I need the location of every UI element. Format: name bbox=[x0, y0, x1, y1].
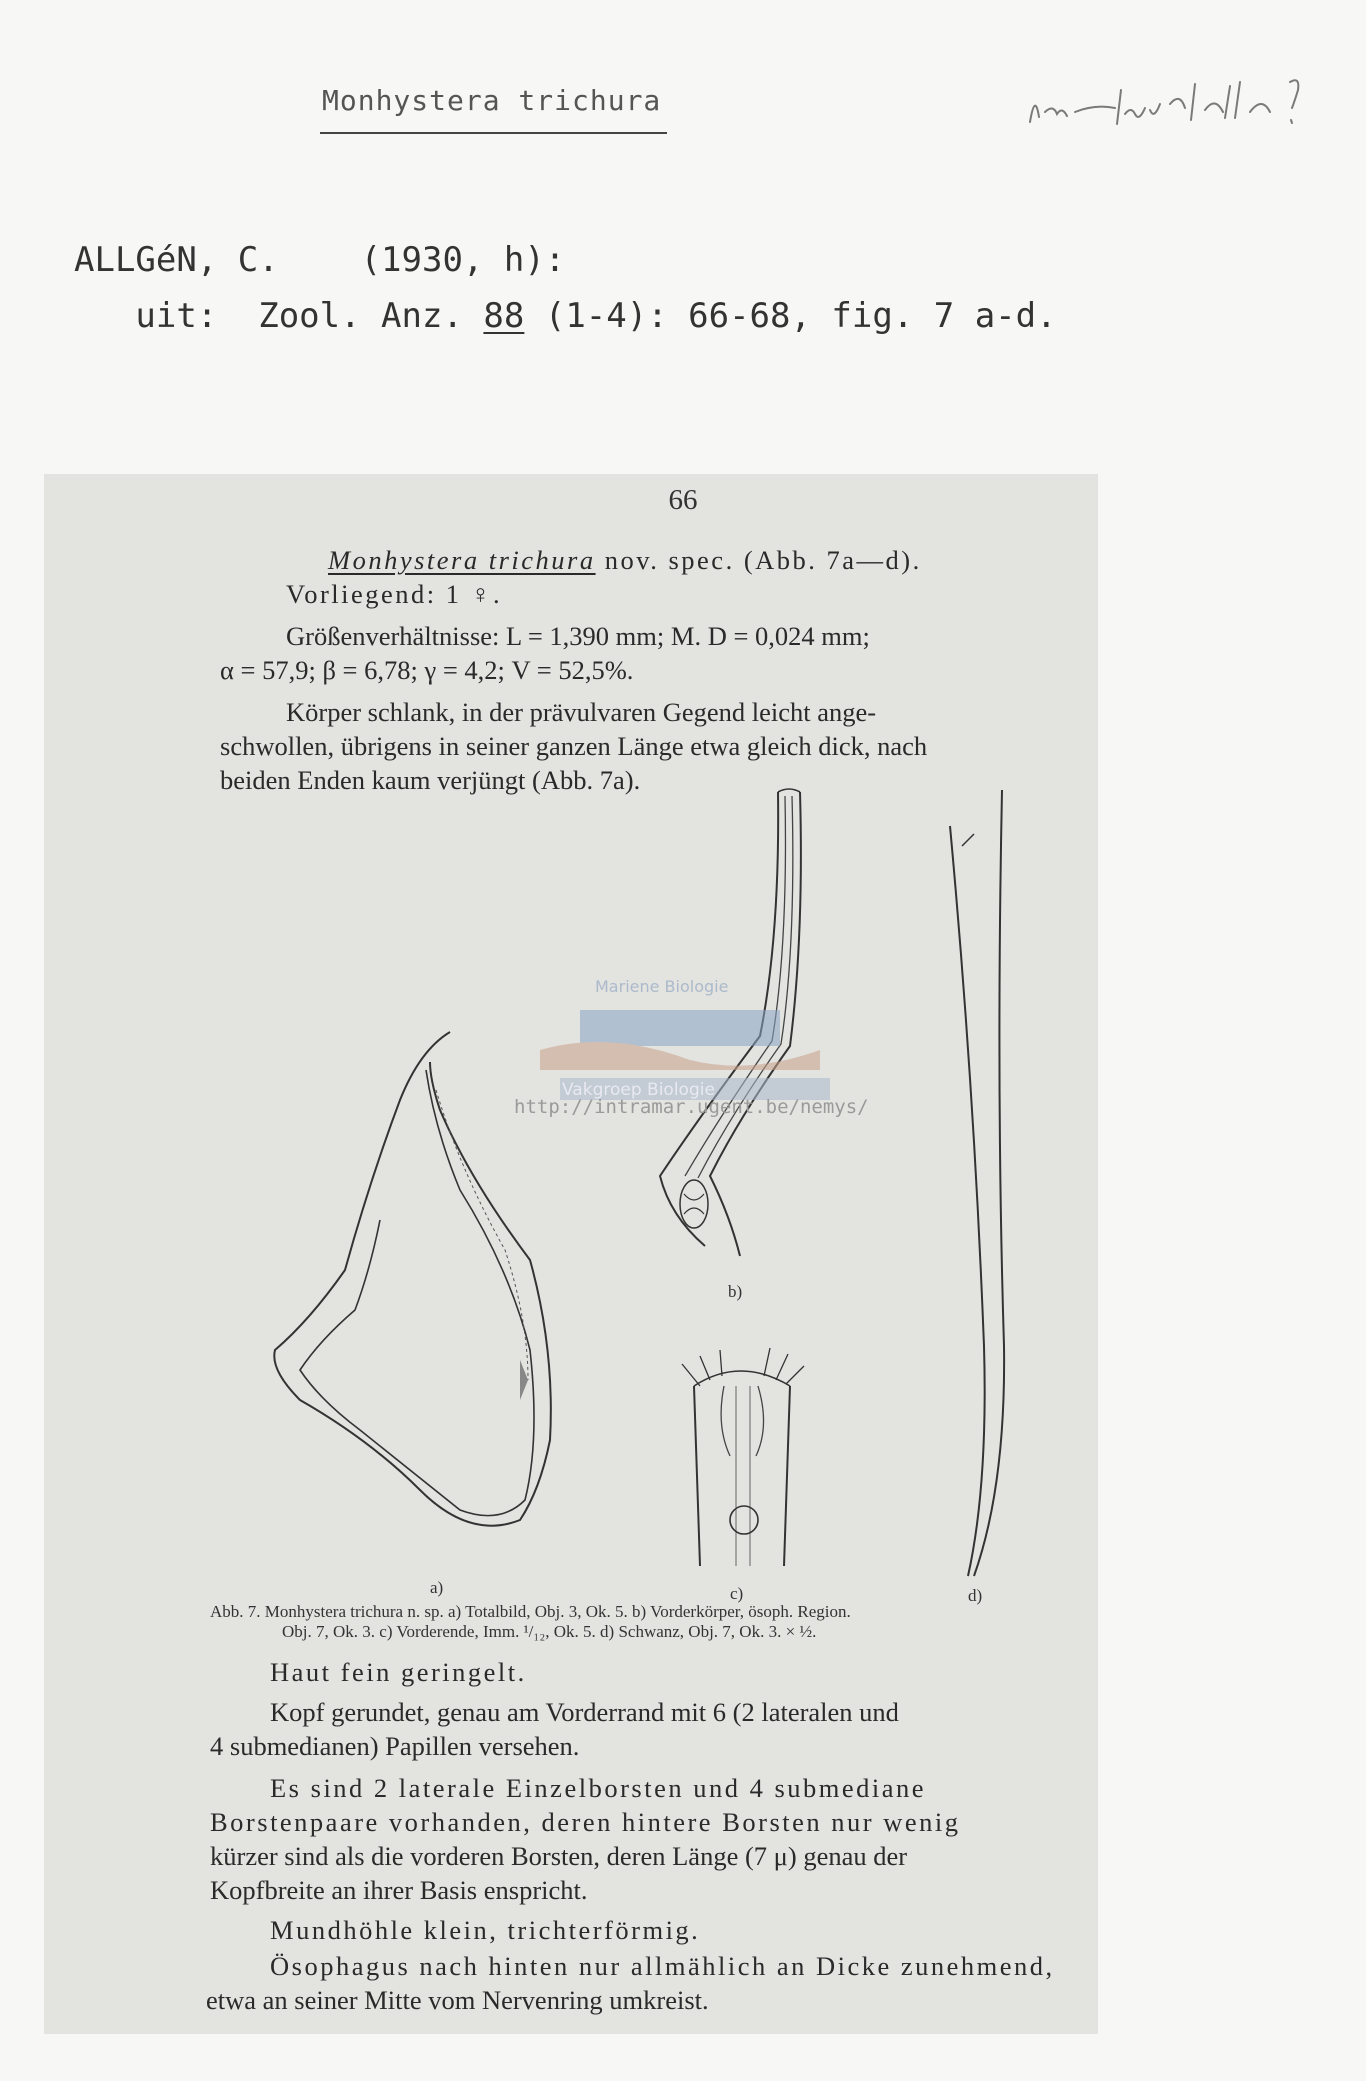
borsten-line-2: Borstenpaare vorhanden, deren hintere Borsten nur wenig bbox=[210, 1807, 961, 1837]
body-paragraph-line-1: Körper schlank, in der prävulvaren Gegend leicht ange- bbox=[286, 697, 877, 727]
figure-label-c: c) bbox=[730, 1584, 744, 1603]
source-suffix: (1-4): 66-68, fig. 7 a-d. bbox=[524, 296, 1057, 336]
watermark-url: http://intramar.ugent.be/nemys/ bbox=[514, 1096, 869, 1118]
figure-label-d: d) bbox=[968, 1586, 983, 1605]
handwritten-note-image bbox=[1025, 72, 1325, 142]
citation-block bbox=[74, 232, 1057, 344]
mundhoehle-line: Mundhöhle klein, trichterförmig. bbox=[270, 1915, 701, 1945]
figure-7d-tail bbox=[944, 786, 1024, 1586]
figure-label-b: b) bbox=[728, 1282, 743, 1301]
marine-biology-watermark-logo bbox=[490, 950, 880, 1120]
card-title: Monhystera trichura bbox=[322, 84, 662, 117]
author-line: ALLGéN, C. (1930, h): bbox=[74, 240, 566, 280]
kopf-line-2: 4 submedianen) Papillen versehen. bbox=[210, 1731, 580, 1761]
source-prefix: uit: Zool. Anz. bbox=[135, 296, 484, 336]
borsten-line-1: Es sind 2 laterale Einzelborsten und 4 submediane bbox=[270, 1773, 927, 1803]
vorliegend-line: Vorliegend: 1 ♀. bbox=[286, 579, 503, 609]
oesophagus-line-2: etwa an seiner Mitte vom Nervenring umkreist. bbox=[206, 1985, 709, 2015]
body-paragraph-line-2: schwollen, übrigens in seiner ganzen Länge etwa gleich dick, nach bbox=[220, 731, 928, 761]
figure-caption-line-2: Obj. 7, Ok. 3. c) Vorderende, Imm. ¹/₁₂, Ok. 5. d) Schwanz, Obj. 7, Ok. 3. × ½. bbox=[282, 1622, 817, 1641]
borsten-line-3: kürzer sind als die vorderen Borsten, deren Länge (7 μ) genau der bbox=[210, 1841, 908, 1871]
figure-7c-anterior-end bbox=[680, 1336, 810, 1576]
watermark-group-text: Vakgroep Biologie bbox=[562, 1080, 715, 1100]
figure-label-a: a) bbox=[430, 1578, 444, 1597]
haut-line: Haut fein geringelt. bbox=[270, 1657, 527, 1687]
volume-number: 88 bbox=[483, 296, 525, 336]
body-paragraph-line-3: beiden Enden kaum verjüngt (Abb. 7a). bbox=[220, 765, 641, 795]
species-heading-line bbox=[328, 544, 922, 577]
page-number: 66 bbox=[668, 484, 698, 516]
species-heading: Monhystera trichura bbox=[328, 545, 596, 575]
kopf-line-1: Kopf gerundet, genau am Vorderrand mit 6 (2 lateralen und bbox=[270, 1697, 899, 1727]
watermark-arc-text: Mariene Biologie bbox=[595, 977, 729, 996]
borsten-line-4: Kopfbreite an ihrer Basis enspricht. bbox=[210, 1875, 588, 1905]
figure-caption-line-1: Abb. 7. Monhystera trichura n. sp. a) Totalbild, Obj. 3, Ok. 5. b) Vorderkörper, ösoph. Region. bbox=[210, 1602, 851, 1621]
oesophagus-line-1: Ösophagus nach hinten nur allmählich an Dicke zunehmend, bbox=[270, 1951, 1055, 1981]
size-line-2: α = 57,9; β = 6,78; γ = 4,2; V = 52,5%. bbox=[220, 655, 634, 685]
size-line-1: Größenverhältnisse: L = 1,390 mm; M. D = 0,024 mm; bbox=[286, 621, 870, 651]
species-heading-suffix: nov. spec. (Abb. 7a—d). bbox=[595, 545, 922, 575]
title-underline bbox=[320, 132, 667, 134]
